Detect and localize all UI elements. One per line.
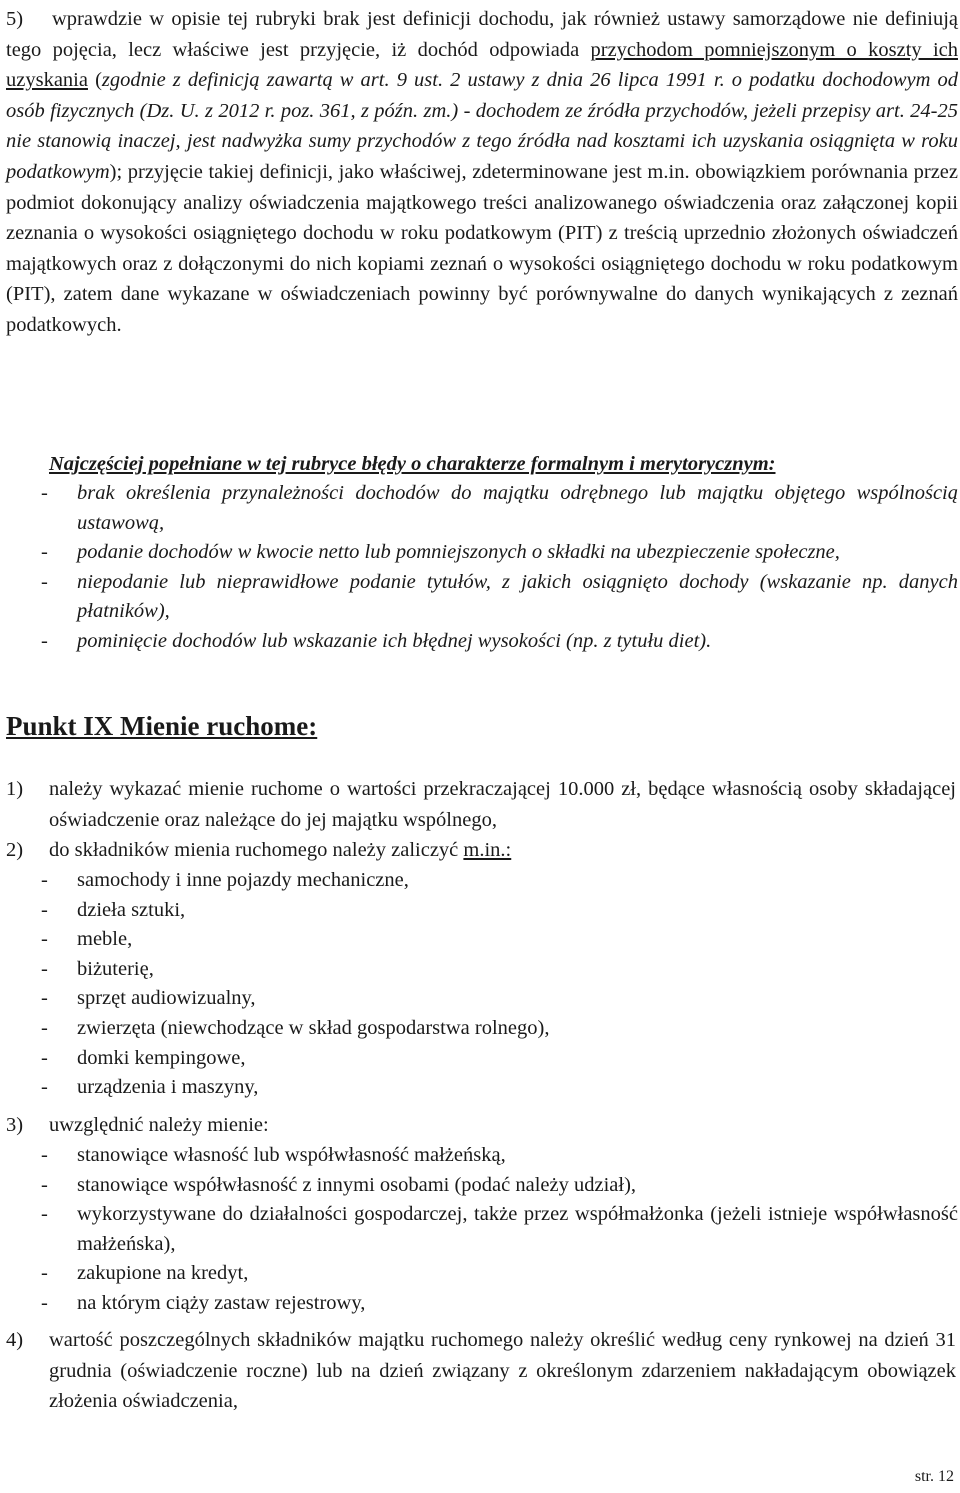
list-item: - na którym ciąży zastaw rejestrowy, bbox=[41, 1289, 958, 1319]
list-item: - sprzęt audiowizualny, bbox=[41, 984, 958, 1014]
section-title: Punkt IX Mienie ruchome: bbox=[6, 711, 318, 741]
item-number: 1) bbox=[6, 778, 24, 800]
list-item: - stanowiące własność lub współwłasność małżeńską, bbox=[41, 1141, 958, 1171]
item5-text-italic-quote: zgodnie z definicją zawartą w art. 9 ust. 2 ustawy z dnia 26 lipca 1991 r. o podatku dochodowym od osób fizycznych (Dz. U. z 2012 r. poz. 361, z późn. zm.) - dochodem ze źródła przychodów, jeżeli przepisy art. 24-25 nie stanowią inaczej, jest nadwyżka sumy przychodów z tego źródła nad kosztami ich uzyskania osiągnięta w roku podatkowym bbox=[6, 69, 959, 183]
numbered-item-3 bbox=[6, 1110, 956, 1141]
numbered-item-4 bbox=[6, 1325, 956, 1417]
item-text: uwzględnić należy mienie: bbox=[49, 1114, 269, 1136]
page-number: str. 12 bbox=[914, 1468, 954, 1485]
dash-bullet: - bbox=[41, 987, 48, 1010]
list-item: - stanowiące współwłasność z innymi osobami (podać należy udział), bbox=[41, 1171, 958, 1201]
list-item: - podanie dochodów w kwocie netto lub pomniejszonych o składki na ubezpieczenie społeczne, bbox=[41, 538, 958, 568]
dash-bullet: - bbox=[41, 1173, 48, 1196]
errors-list bbox=[41, 479, 958, 657]
item-number: 2) bbox=[6, 839, 24, 861]
item-number: 3) bbox=[6, 1114, 24, 1136]
list-item: - brak określenia przynależności dochodów do majątku odrębnego lub majątku objętego wspólnością ustawową, bbox=[41, 479, 958, 538]
numbered-item-2 bbox=[6, 835, 956, 866]
dash-bullet: - bbox=[41, 957, 48, 980]
dash-bullet: - bbox=[41, 1203, 48, 1226]
dash-bullet: - bbox=[41, 1262, 48, 1285]
list-item: - samochody i inne pojazdy mechaniczne, bbox=[41, 866, 958, 896]
dash-bullet: - bbox=[41, 869, 48, 891]
dash-bullet: - bbox=[41, 482, 48, 504]
paragraph-item-5 bbox=[6, 4, 958, 341]
dash-bullet: - bbox=[41, 570, 48, 593]
list-item: - pominięcie dochodów lub wskazanie ich błędnej wysokości (np. z tytułu diet). bbox=[41, 627, 958, 657]
dash-bullet: - bbox=[41, 1016, 48, 1039]
dash-bullet: - bbox=[41, 898, 48, 921]
item-text: należy wykazać mienie ruchome o wartości przekraczającej 10.000 zł, będące własnością osoby składającej oświadczenie oraz należące do jej majątku wspólnego, bbox=[49, 778, 956, 831]
list-item: - wykorzystywane do działalności gospodarczej, także przez współmałżonka (jeżeli istnieje współwłasność małżeńska), bbox=[41, 1200, 958, 1259]
assets-list bbox=[41, 866, 958, 1103]
item5-text-e: ); przyjęcie takiej definicji, jako właściwej, zdeterminowane jest m.in. obowiązkiem porównania przez podmiot dokonujący analizy oświadczenia majątkowego treści analizowanego oświadczenia oraz załączonej kopii zeznania o wysokości osiągniętego dochodu w roku podatkowym (PIT) z treścią uprzednio złożonych oświadczeń majątkowych oraz z dołączonymi do nich kopiami zeznań o wysokości osiągniętego dochodu w roku podatkowym (PIT), zatem dane wykazane w oświadczeniach powinny być porównywalne do danych wynikających z zeznań podatkowych. bbox=[6, 160, 958, 336]
item-number: 4) bbox=[6, 1329, 24, 1351]
dash-bullet: - bbox=[41, 1144, 48, 1166]
item-number: 5) bbox=[6, 8, 24, 30]
ownership-list bbox=[41, 1141, 958, 1319]
dash-bullet: - bbox=[41, 541, 48, 564]
numbered-item-1 bbox=[6, 774, 956, 835]
list-item: - zwierzęta (niewchodzące w skład gospodarstwa rolnego), bbox=[41, 1014, 958, 1044]
list-item: - niepodanie lub nieprawidłowe podanie tytułów, z jakich osiągnięto dochody (wskazanie np. danych płatników), bbox=[41, 568, 958, 627]
list-item: - biżuterię, bbox=[41, 955, 958, 985]
dash-bullet: - bbox=[41, 629, 48, 652]
item5-text-underlined: przychodom pomniejszonym o koszty ich uzyskania bbox=[6, 38, 958, 92]
dash-bullet: - bbox=[41, 1046, 48, 1069]
item5-text-paren-open: ( bbox=[87, 69, 102, 92]
item-text: wartość poszczególnych składników majątku ruchomego należy określić według ceny rynkowej na dzień 31 grudnia (oświadczenie roczne) lub na dzień związany z określonym zdarzeniem nakładającym obowiązek złożenia oświadczenia, bbox=[49, 1329, 956, 1413]
list-item: - meble, bbox=[41, 925, 958, 955]
dash-bullet: - bbox=[41, 1291, 48, 1314]
list-item: - domki kempingowe, bbox=[41, 1044, 958, 1074]
dash-bullet: - bbox=[41, 1076, 48, 1099]
list-item: - dzieła sztuki, bbox=[41, 896, 958, 926]
item5-text-a: wprawdzie w opisie tej rubryki brak jest definicji dochodu, jak również ustawy samorządowe nie definiują tego pojęcia, lecz właściwe jest przyjęcie, iż dochód odpowiada bbox=[6, 8, 958, 61]
item-text-underlined: m.in.: bbox=[463, 839, 512, 861]
item-text: do składników mienia ruchomego należy zaliczyć m.in.: bbox=[49, 839, 512, 861]
list-item: - urządzenia i maszyny, bbox=[41, 1073, 958, 1103]
errors-heading: Najczęściej popełniane w tej rubryce błędy o charakterze formalnym i merytorycznym: bbox=[49, 453, 776, 475]
dash-bullet: - bbox=[41, 928, 48, 951]
list-item: - zakupione na kredyt, bbox=[41, 1259, 958, 1289]
